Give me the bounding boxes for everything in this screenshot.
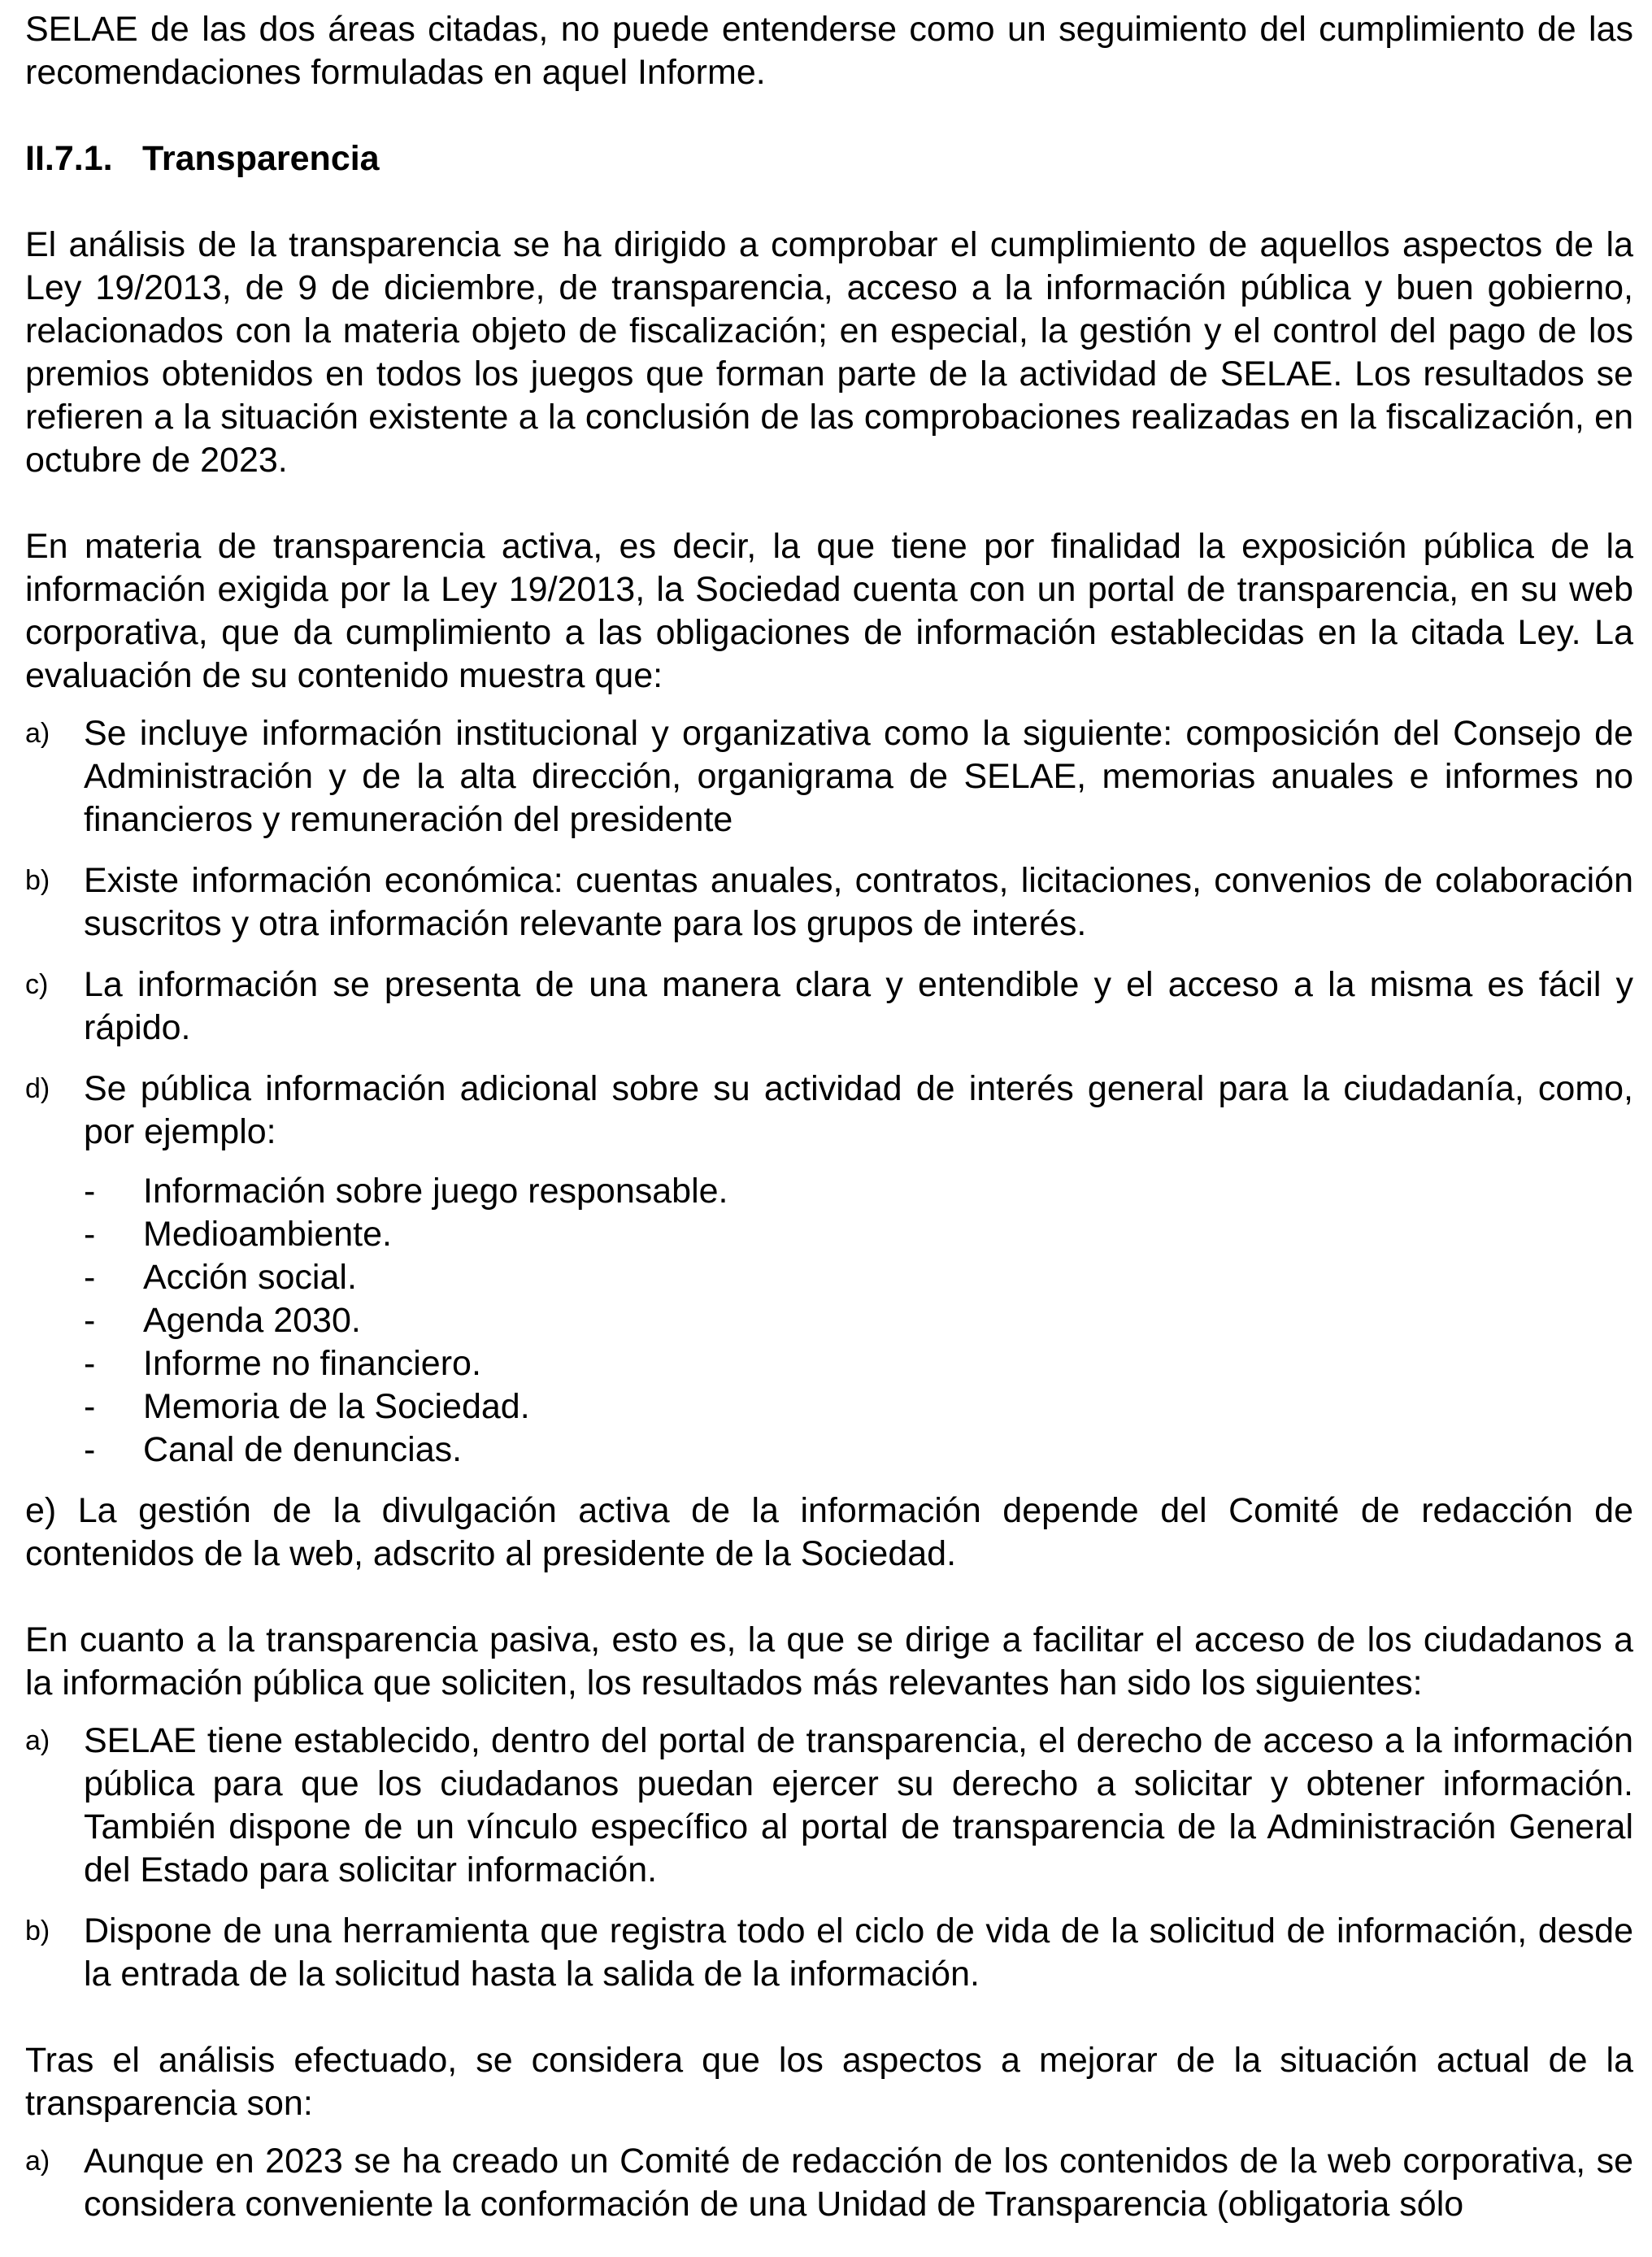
paragraph-active-transparency: En materia de transparencia activa, es decir, la que tiene por finalidad la exposición pública de la información exigida por la Ley 19/2013, la Sociedad cuenta con un portal de transparencia, en su web corporativa, que da cumplimiento a las obligaciones de información establecidas en la citada Ley. La evaluación de su contenido muestra que: xyxy=(25,527,1633,695)
intro-paragraph: SELAE de las dos áreas citadas, no puede entenderse como un seguimiento del cumplimiento de las recomendaciones formuladas en aquel Informe. xyxy=(25,10,1633,92)
list-item-text: Dispone de una herramienta que registra todo el ciclo de vida de la solicitud de información, desde la entrada de la solicitud hasta la salida de la información. xyxy=(84,1911,1633,1994)
list-marker: a) xyxy=(25,2146,50,2177)
document-page xyxy=(25,8,1633,2244)
section-title: Transparencia xyxy=(142,139,380,178)
list-marker: c) xyxy=(25,969,49,1000)
dash-item-text: Memoria de la Sociedad. xyxy=(143,1387,530,1426)
improvements-list xyxy=(25,2140,1633,2226)
list-item-text: Se incluye información institucional y organizativa como la siguiente: composición del Consejo de Administración y de la alta dirección, organigrama de SELAE, memorias anuales e informes no financieros y remuneración del presidente xyxy=(84,714,1633,839)
dash-marker: - xyxy=(84,1258,96,1297)
dash-marker: - xyxy=(84,1430,96,1469)
dash-marker: - xyxy=(84,1301,96,1340)
paragraph-improvements: Tras el análisis efectuado, se considera que los aspectos a mejorar de la situación actual de la transparencia son: xyxy=(25,2041,1633,2123)
list-item xyxy=(25,1910,1633,1996)
paragraph-passive-transparency: En cuanto a la transparencia pasiva, esto es, la que se dirige a facilitar el acceso de los ciudadanos a la información pública que soliciten, los resultados más relevantes han sido los siguientes: xyxy=(25,1620,1633,1703)
dash-marker: - xyxy=(84,1215,96,1254)
dash-marker: - xyxy=(84,1172,96,1211)
dash-marker: - xyxy=(84,1344,96,1383)
list-item-text: La información se presenta de una manera clara y entendible y el acceso a la misma es fácil y rápido. xyxy=(84,965,1633,1047)
dash-list-item xyxy=(25,1213,1633,1256)
list-item xyxy=(25,2140,1633,2226)
passive-transparency-list xyxy=(25,1720,1633,1996)
dash-marker: - xyxy=(84,1387,96,1426)
dash-list-item xyxy=(25,1385,1633,1429)
list-item-text: Aunque en 2023 se ha creado un Comité de redacción de los contenidos de la web corporativa, se considera conveniente la conformación de una Unidad de Transparencia (obligatoria sólo xyxy=(84,2142,1633,2224)
list-item-text: Se pública información adicional sobre su actividad de interés general para la ciudadanía, como, por ejemplo: xyxy=(84,1069,1633,1151)
dash-list-item xyxy=(25,1299,1633,1342)
dash-list-item xyxy=(25,1342,1633,1385)
dash-list-item xyxy=(25,1256,1633,1299)
dash-item-text: Medioambiente. xyxy=(143,1215,392,1254)
dash-item-text: Canal de denuncias. xyxy=(143,1430,463,1469)
dash-list-item xyxy=(25,1170,1633,1213)
list-marker: a) xyxy=(25,1725,50,1756)
dash-item-text: Información sobre juego responsable. xyxy=(143,1172,728,1211)
list-marker: b) xyxy=(25,865,50,896)
paragraph-active-management: e) La gestión de la divulgación activa de la información depende del Comité de redacción de contenidos de la web, adscrito al presidente de la Sociedad. xyxy=(25,1491,1633,1573)
active-transparency-list xyxy=(25,712,1633,1154)
dash-list-item xyxy=(25,1429,1633,1472)
list-item xyxy=(25,859,1633,946)
list-item-text: SELAE tiene establecido, dentro del portal de transparencia, el derecho de acceso a la información pública para que los ciudadanos puedan ejercer su derecho a solicitar y obtener información. También dispone de un vínculo específico al portal de transparencia de la Administración General del Estado para solicitar información. xyxy=(84,1721,1633,1890)
list-item xyxy=(25,1720,1633,1892)
list-marker: a) xyxy=(25,718,50,749)
list-marker: b) xyxy=(25,1916,50,1946)
additional-info-dash-list xyxy=(25,1170,1633,1472)
section-heading xyxy=(25,137,1633,180)
list-item xyxy=(25,1068,1633,1154)
dash-item-text: Acción social. xyxy=(143,1258,357,1297)
section-number: II.7.1. xyxy=(25,139,113,178)
paragraph-scope: El análisis de la transparencia se ha dirigido a comprobar el cumplimiento de aquellos aspectos de la Ley 19/2013, de 9 de diciembre, de transparencia, acceso a la información pública y buen gobierno, relacionados con la materia objeto de fiscalización; en especial, la gestión y el control del pago de los premios obtenidos en todos los juegos que forman parte de la actividad de SELAE. Los resultados se refieren a la situación existente a la conclusión de las comprobaciones realizadas en la fiscalización, en octubre de 2023. xyxy=(25,225,1633,480)
list-item xyxy=(25,963,1633,1050)
dash-item-text: Informe no financiero. xyxy=(143,1344,481,1383)
list-item xyxy=(25,712,1633,841)
list-item-text: Existe información económica: cuentas anuales, contratos, licitaciones, convenios de colaboración suscritos y otra información relevante para los grupos de interés. xyxy=(84,861,1633,943)
dash-item-text: Agenda 2030. xyxy=(143,1301,361,1340)
spacer xyxy=(25,2014,1633,2039)
list-marker: d) xyxy=(25,1073,50,1104)
